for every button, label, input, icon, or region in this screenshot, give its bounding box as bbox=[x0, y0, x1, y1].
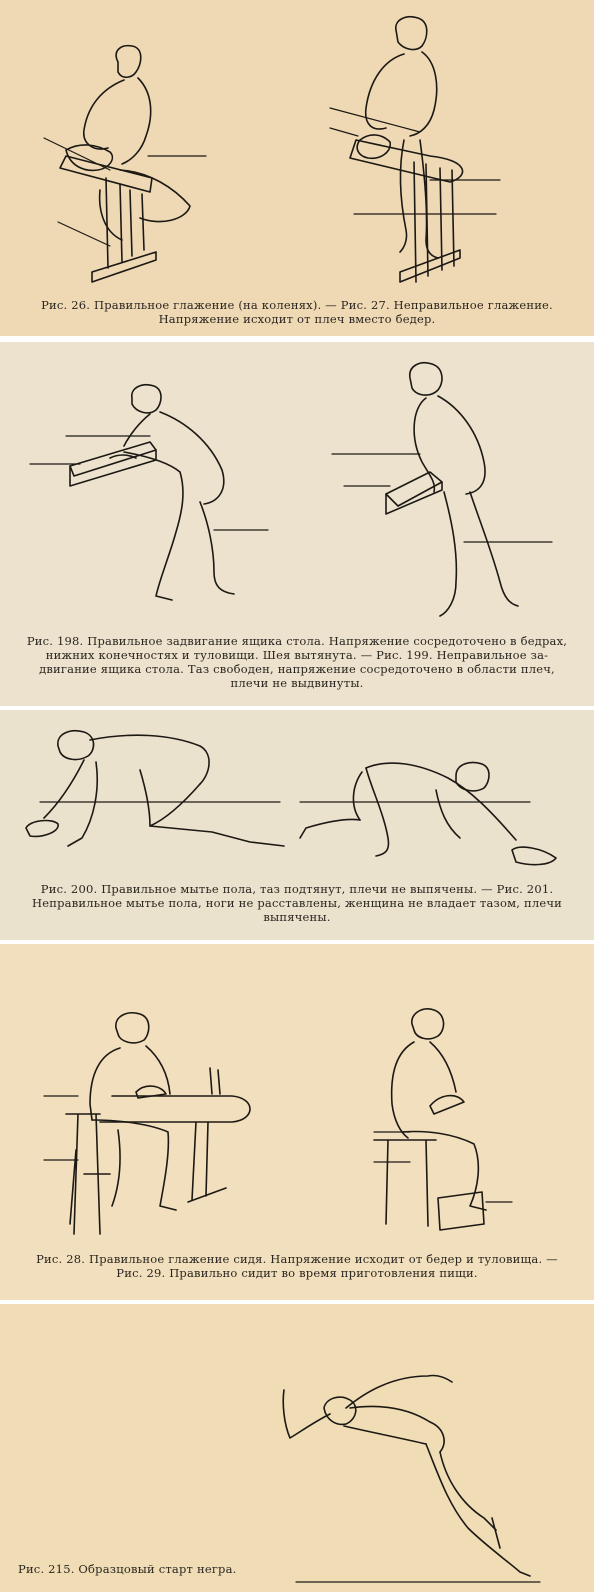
figure-28-drawing bbox=[44, 1013, 250, 1234]
caption-fig-198-199 bbox=[0, 634, 594, 690]
figure-200-drawing bbox=[26, 731, 284, 846]
caption-line: Рис. 29. Правильно сидит во время приготовления пищи. bbox=[116, 1266, 478, 1280]
panel-sprint-start bbox=[0, 1304, 594, 1592]
figure-201-drawing bbox=[300, 763, 556, 865]
caption-fig-26-27 bbox=[0, 298, 594, 326]
panel-ironing-kneeling bbox=[0, 0, 594, 336]
caption-line: двигание ящика стола. Таз свободен, напряжение сосредоточено в области плеч, bbox=[39, 662, 555, 676]
caption-line: Рис. 200. Правильное мытье пола, таз подтянут, плечи не выпячены. — Рис. 201. bbox=[40, 882, 554, 896]
caption-fig-215 bbox=[0, 1562, 594, 1576]
panel-sitting-work bbox=[0, 944, 594, 1300]
caption-line: выпячены. bbox=[263, 910, 331, 924]
caption-fig-28-29 bbox=[0, 1252, 594, 1280]
caption-fig-200-201 bbox=[0, 882, 594, 924]
panel-drawer-pushing bbox=[0, 342, 594, 706]
figure-26-drawing bbox=[44, 46, 206, 282]
illustration-ironing bbox=[0, 0, 594, 336]
caption-line: Рис. 28. Правильное глажение сидя. Напряжение исходит от бедер и туловища. — bbox=[36, 1252, 558, 1266]
figure-27-drawing bbox=[330, 17, 500, 282]
panel-floor-washing bbox=[0, 710, 594, 940]
caption-line: нижних конечностях и туловищи. Шея вытянута. — Рис. 199. Неправильное за- bbox=[45, 648, 549, 662]
figure-215-drawing bbox=[283, 1375, 540, 1582]
figure-29-drawing bbox=[374, 1009, 512, 1230]
caption-line: Напряжение исходит от плеч вместо бедер. bbox=[158, 312, 436, 326]
illustration-sitting bbox=[0, 944, 594, 1300]
caption-line: Рис. 215. Образцовый старт негра. bbox=[18, 1562, 237, 1576]
illustration-sprint-start bbox=[0, 1304, 594, 1592]
caption-line: Неправильное мытье пола, ноги не расставлены, женщина не владает тазом, плечи bbox=[31, 896, 563, 910]
figure-199-drawing bbox=[332, 363, 552, 616]
caption-line: Рис. 26. Правильное глажение (на коленях). — Рис. 27. Неправильное глажение. bbox=[41, 298, 553, 312]
caption-line: плечи не выдвинуты. bbox=[230, 676, 364, 690]
caption-line: Рис. 198. Правильное задвигание ящика стола. Напряжение сосредоточено в бедрах, bbox=[26, 634, 568, 648]
figure-198-drawing bbox=[30, 385, 268, 600]
